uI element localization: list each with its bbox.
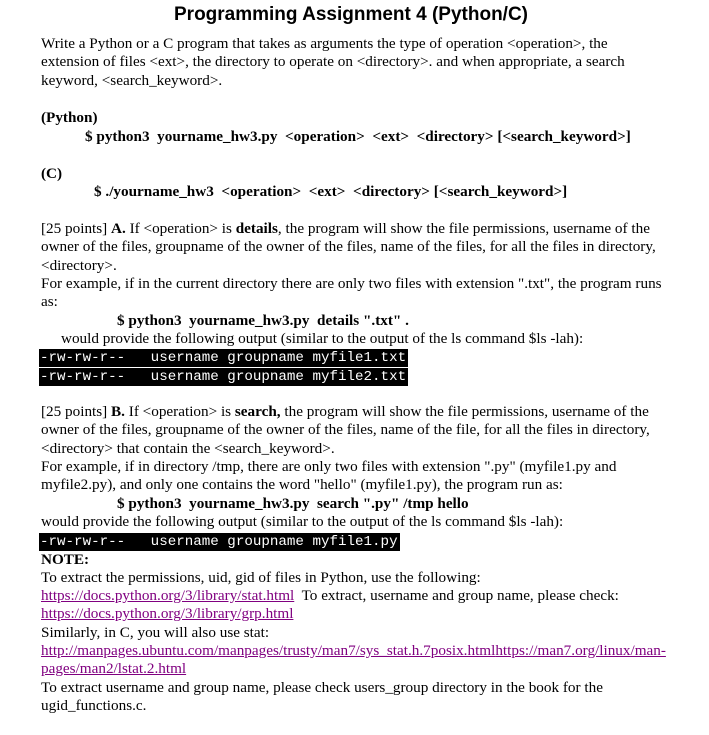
note-final: To extract username and group name, please check users_group directory in the book for the ugid_functions.c. — [41, 679, 603, 715]
section-b-points: [25 points] — [41, 403, 112, 420]
section-b-output — [39, 532, 667, 551]
section-b-description: [25 points] B. If <operation> is search, the program will show the file permissions, username of the owner of the files, groupname of the owner of the files, name of the file, for all the files in directory, <directory> that contain the <search_keyword>. — [41, 403, 650, 457]
section-a-example: For example, if in the current directory there are only two files with extension ".txt", the program runs as: — [41, 275, 662, 311]
intro-paragraph: Write a Python or a C program that takes as arguments the type of operation <operation>, the extension of files <ext>, the directory to operate on <directory>. and when appropriate, a search keyword, <search_keyword>. — [41, 35, 625, 89]
section-a-points: [25 points] — [41, 220, 112, 237]
python-stat-doc-link[interactable]: https://docs.python.org/3/library/stat.html — [41, 587, 295, 604]
note-line-c: Similarly, in C, you will also use stat: — [41, 624, 270, 641]
page-title: Programming Assignment 4 (Python/C) — [174, 4, 528, 25]
terminal-line: -rw-rw-r-- username groupname myfile1.py — [40, 534, 398, 550]
note-links-python: https://docs.python.org/3/library/stat.html To extract, username and group name, please check: — [41, 587, 619, 604]
terminal-line: -rw-rw-r-- username groupname myfile1.txt — [40, 350, 407, 366]
python-heading: (Python) — [41, 109, 98, 126]
section-a-label: A. — [111, 220, 126, 237]
sys-stat-manpage-link[interactable]: http://manpages.ubuntu.com/manpages/trusty/man7/sys_stat.h.7posix.html — [41, 642, 496, 659]
terminal-line: -rw-rw-r-- username groupname myfile2.txt — [40, 369, 407, 385]
section-a-description: [25 points] A. If <operation> is details, the program will show the file permissions, username of the owner of the files, groupname of the owner of the files, name of the files, for all the files in directory, <directory>. — [41, 220, 656, 274]
section-a-command: $ python3 yourname_hw3.py details ".txt" . — [117, 312, 409, 329]
lstat-manpage-link[interactable]: https://man7.org/linux/man-pages/man2/lstat.2.html — [41, 642, 666, 678]
c-usage: $ ./yourname_hw3 <operation> <ext> <directory> [<search_keyword>] — [94, 183, 568, 200]
section-b-output-intro: would provide the following output (similar to the output of the ls command $ls -lah): — [41, 513, 564, 530]
section-a-output — [39, 348, 667, 386]
section-a-output-intro: would provide the following output (similar to the output of the ls command $ls -lah): — [61, 330, 584, 347]
note-heading: NOTE: — [41, 551, 90, 568]
section-b-label: B. — [111, 403, 125, 420]
section-b-command: $ python3 yourname_hw3.py search ".py" /tmp hello — [117, 495, 469, 512]
section-b-keyword: search, — [234, 403, 281, 420]
python-grp-doc-link[interactable]: https://docs.python.org/3/library/grp.html — [41, 605, 294, 622]
section-b-example: For example, if in directory /tmp, there are only two files with extension ".py" (myfile1.py and myfile2.py), and only one contains the word "hello" (myfile1.py), the program run as: — [41, 458, 617, 494]
c-heading: (C) — [41, 165, 63, 182]
python-usage: $ python3 yourname_hw3.py <operation> <ext> <directory> [<search_keyword>] — [85, 128, 631, 145]
section-a-keyword: details — [235, 220, 278, 237]
note-line-python: To extract the permissions, uid, gid of files in Python, use the following: — [41, 569, 481, 586]
note-link-grp-line — [41, 605, 669, 623]
note-links-c — [41, 642, 669, 679]
